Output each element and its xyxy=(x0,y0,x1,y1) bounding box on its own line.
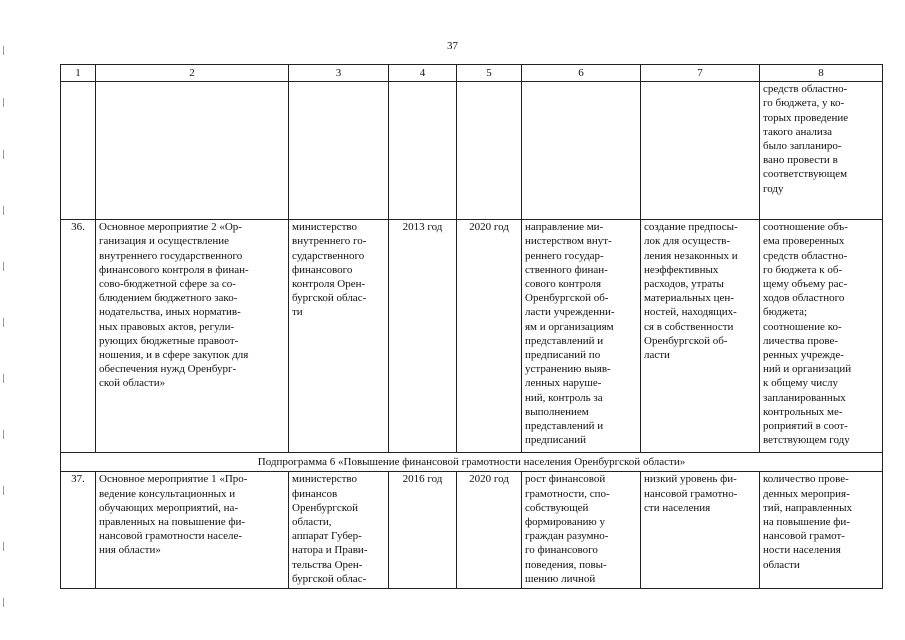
table-cell xyxy=(522,82,641,220)
program-activities-table xyxy=(60,64,883,589)
expected-result-cell: направление ми- нистерством внут- реннего государ- ственного финан- сового контроля Оренбургской об- ласти учрежденни- ям и организациям представлений и предписаний по устранению выяв- ленных наруше- ний, контроль за выполнением представлений и предписаний xyxy=(522,220,641,453)
executor-cell: министерство внутреннего го- сударственного финансового контроля Орен- бургской облас- ти xyxy=(289,220,389,453)
indicator-cell: соотношение объ- ема проверенных средств областно- го бюджета к об- щему объему рас- ходов областного бюджета; соотношение ко- личества прове- ренных учрежде- ний и организаций к общему числу запланированных контрольных ме- роприятий в соот- ветствующем году xyxy=(760,220,883,453)
activity-name-cell: Основное мероприятие 1 «Про- ведение консультационных и обучающих мероприятий, на- правленных на повышение фи- нансовой грамотности населе- ния области» xyxy=(96,472,289,589)
executor-cell: министерство финансов Оренбургской области, аппарат Губер- натора и Прави- тельства Орен- бургской облас- xyxy=(289,472,389,589)
table-cell xyxy=(96,82,289,220)
column-header: 6 xyxy=(522,65,641,82)
table-cell: средств областно- го бюджета, у ко- торых проведение такого анализа было запланиро- вано провести в соответствующем году xyxy=(760,82,883,220)
activity-name-cell: Основное мероприятие 2 «Ор- ганизация и осуществление внутреннего государственного финансового контроля в финан- сово-бюджетной сфере за со- блюдением бюджетного зако- нодательства, иных норматив- ных правовых актов, регули- рующих бюджетные правоот- ношения, и в сфере закупок для обеспечения нужд Оренбург- ской области» xyxy=(96,220,289,453)
row-number: 36. xyxy=(61,220,96,453)
column-header: 7 xyxy=(641,65,760,82)
table-cell xyxy=(641,82,760,220)
table-cell xyxy=(457,82,522,220)
table-row-item-36 xyxy=(61,220,883,453)
table-cell xyxy=(389,82,457,220)
end-year-cell: 2020 год xyxy=(457,220,522,453)
column-header: 5 xyxy=(457,65,522,82)
row-number: 37. xyxy=(61,472,96,589)
indicator-cell: количество прове- денных мероприя- тий, направленных на повышение фи- нансовой грамот- ности населения области xyxy=(760,472,883,589)
scan-margin-marks xyxy=(3,0,7,640)
table-cell xyxy=(289,82,389,220)
column-header: 8 xyxy=(760,65,883,82)
start-year-cell: 2016 год xyxy=(389,472,457,589)
column-header: 2 xyxy=(96,65,289,82)
table-cell xyxy=(61,82,96,220)
start-year-cell: 2013 год xyxy=(389,220,457,453)
end-year-cell: 2020 год xyxy=(457,472,522,589)
column-header: 3 xyxy=(289,65,389,82)
column-header-row xyxy=(61,65,883,82)
page-number: 37 xyxy=(447,40,458,52)
table-row-continuation xyxy=(61,82,883,220)
consequences-cell: низкий уровень фи- нансовой грамотно- сти населения xyxy=(641,472,760,589)
table-row-item-37 xyxy=(61,472,883,589)
subprogram-title: Подпрограмма 6 «Повышение финансовой грамотности населения Оренбургской области» xyxy=(61,453,883,472)
column-header: 4 xyxy=(389,65,457,82)
expected-result-cell: рост финансовой грамотности, спо- собствующей формированию у граждан разумно- го финансового поведения, повы- шению личной xyxy=(522,472,641,589)
subprogram-row xyxy=(61,453,883,472)
consequences-cell: создание предпосы- лок для осуществ- ления незаконных и неэффективных расходов, утраты материальных цен- ностей, находящих- ся в собственности Оренбургской об- ласти xyxy=(641,220,760,453)
column-header: 1 xyxy=(61,65,96,82)
